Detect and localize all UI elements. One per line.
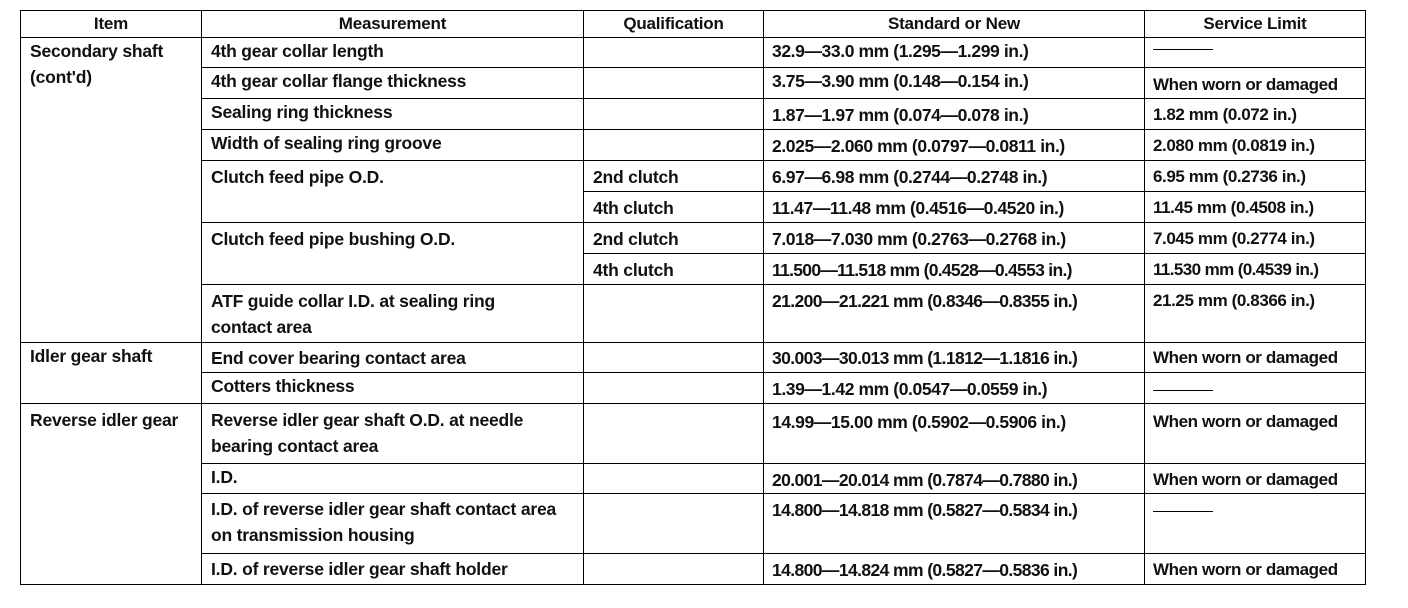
- qualification-cell: [584, 285, 764, 343]
- qualification-cell: [584, 68, 764, 99]
- limit-cell: [1145, 494, 1366, 554]
- standard-cell: 20.001—20.014 mm (0.7874—0.7880 in.): [764, 464, 1145, 494]
- table-row: [21, 373, 1366, 404]
- table-row: [21, 494, 1366, 554]
- standard-cell: 1.87—1.97 mm (0.074—0.078 in.): [764, 99, 1145, 130]
- table-row: [21, 161, 1366, 192]
- limit-cell: When worn or damaged: [1145, 343, 1366, 373]
- table-row: [21, 285, 1366, 343]
- limit-cell: 7.045 mm (0.2774 in.): [1145, 223, 1366, 254]
- table-row: [21, 554, 1366, 585]
- limit-cell: 11.530 mm (0.4539 in.): [1145, 254, 1366, 285]
- limit-cell: When worn or damaged: [1145, 554, 1366, 585]
- group-reverse-idler-gear: Reverse idler gear: [21, 404, 202, 585]
- table-row: [21, 130, 1366, 161]
- qualification-cell: [584, 404, 764, 464]
- standard-cell: 2.025—2.060 mm (0.0797—0.0811 in.): [764, 130, 1145, 161]
- standard-cell: 7.018—7.030 mm (0.2763—0.2768 in.): [764, 223, 1145, 254]
- qualification-cell: [584, 38, 764, 68]
- spec-table: [20, 10, 1366, 585]
- limit-cell: 1.82 mm (0.072 in.): [1145, 99, 1366, 130]
- limit-cell: 11.45 mm (0.4508 in.): [1145, 192, 1366, 223]
- table-row: [21, 343, 1366, 373]
- limit-cell: [1145, 373, 1366, 404]
- header-item: Item: [21, 11, 202, 38]
- qualification-cell: [584, 464, 764, 494]
- standard-cell: 11.500—11.518 mm (0.4528—0.4553 in.): [764, 254, 1145, 285]
- qualification-cell: 2nd clutch: [584, 223, 764, 254]
- measurement-cell: End cover bearing contact area: [202, 343, 584, 373]
- measurement-cell: 4th gear collar length: [202, 38, 584, 68]
- limit-cell: 21.25 mm (0.8366 in.): [1145, 285, 1366, 343]
- no-limit-dash: [1153, 390, 1213, 391]
- qualification-cell: [584, 554, 764, 585]
- standard-cell: 14.800—14.818 mm (0.5827—0.5834 in.): [764, 494, 1145, 554]
- group-idler-gear-shaft: Idler gear shaft: [21, 343, 202, 404]
- qualification-cell: [584, 343, 764, 373]
- standard-cell: 1.39—1.42 mm (0.0547—0.0559 in.): [764, 373, 1145, 404]
- header-standard: Standard or New: [764, 11, 1145, 38]
- standard-cell: 6.97—6.98 mm (0.2744—0.2748 in.): [764, 161, 1145, 192]
- standard-cell: 14.800—14.824 mm (0.5827—0.5836 in.): [764, 554, 1145, 585]
- qualification-cell: [584, 99, 764, 130]
- measurement-cell: 4th gear collar flange thickness: [202, 68, 584, 99]
- measurement-cell: ATF guide collar I.D. at sealing ring contact area: [202, 285, 584, 343]
- qualification-cell: [584, 130, 764, 161]
- limit-cell: When worn or damaged: [1145, 68, 1366, 99]
- measurement-cell: I.D. of reverse idler gear shaft holder: [202, 554, 584, 585]
- measurement-cell: Cotters thickness: [202, 373, 584, 404]
- header-service-limit: Service Limit: [1145, 11, 1366, 38]
- qualification-cell: [584, 494, 764, 554]
- table-row: [21, 404, 1366, 464]
- table-row: [21, 223, 1366, 254]
- qualification-cell: [584, 373, 764, 404]
- header-measurement: Measurement: [202, 11, 584, 38]
- standard-cell: 11.47—11.48 mm (0.4516—0.4520 in.): [764, 192, 1145, 223]
- header-qualification: Qualification: [584, 11, 764, 38]
- measurement-cell: Sealing ring thickness: [202, 99, 584, 130]
- table-row: [21, 464, 1366, 494]
- limit-cell: 6.95 mm (0.2736 in.): [1145, 161, 1366, 192]
- qualification-cell: 2nd clutch: [584, 161, 764, 192]
- standard-cell: 30.003—30.013 mm (1.1812—1.1816 in.): [764, 343, 1145, 373]
- measurement-cell: Clutch feed pipe O.D.: [202, 161, 584, 223]
- measurement-cell: I.D. of reverse idler gear shaft contact area on transmission housing: [202, 494, 584, 554]
- standard-cell: 21.200—21.221 mm (0.8346—0.8355 in.): [764, 285, 1145, 343]
- measurement-cell: Width of sealing ring groove: [202, 130, 584, 161]
- qualification-cell: 4th clutch: [584, 192, 764, 223]
- measurement-cell: I.D.: [202, 464, 584, 494]
- standard-cell: 32.9—33.0 mm (1.295—1.299 in.): [764, 38, 1145, 68]
- limit-cell: 2.080 mm (0.0819 in.): [1145, 130, 1366, 161]
- standard-cell: 3.75—3.90 mm (0.148—0.154 in.): [764, 68, 1145, 99]
- table-row: [21, 68, 1366, 99]
- qualification-cell: 4th clutch: [584, 254, 764, 285]
- no-limit-dash: [1153, 511, 1213, 512]
- table-row: [21, 99, 1366, 130]
- header-row: [21, 11, 1366, 38]
- group-secondary-shaft: Secondary shaft (cont'd): [21, 38, 202, 343]
- standard-cell: 14.99—15.00 mm (0.5902—0.5906 in.): [764, 404, 1145, 464]
- limit-cell: When worn or damaged: [1145, 464, 1366, 494]
- measurement-cell: Clutch feed pipe bushing O.D.: [202, 223, 584, 285]
- measurement-cell: Reverse idler gear shaft O.D. at needle bearing contact area: [202, 404, 584, 464]
- limit-cell: When worn or damaged: [1145, 404, 1366, 464]
- table-row: [21, 38, 1366, 68]
- limit-cell: [1145, 38, 1366, 68]
- no-limit-dash: [1153, 49, 1213, 50]
